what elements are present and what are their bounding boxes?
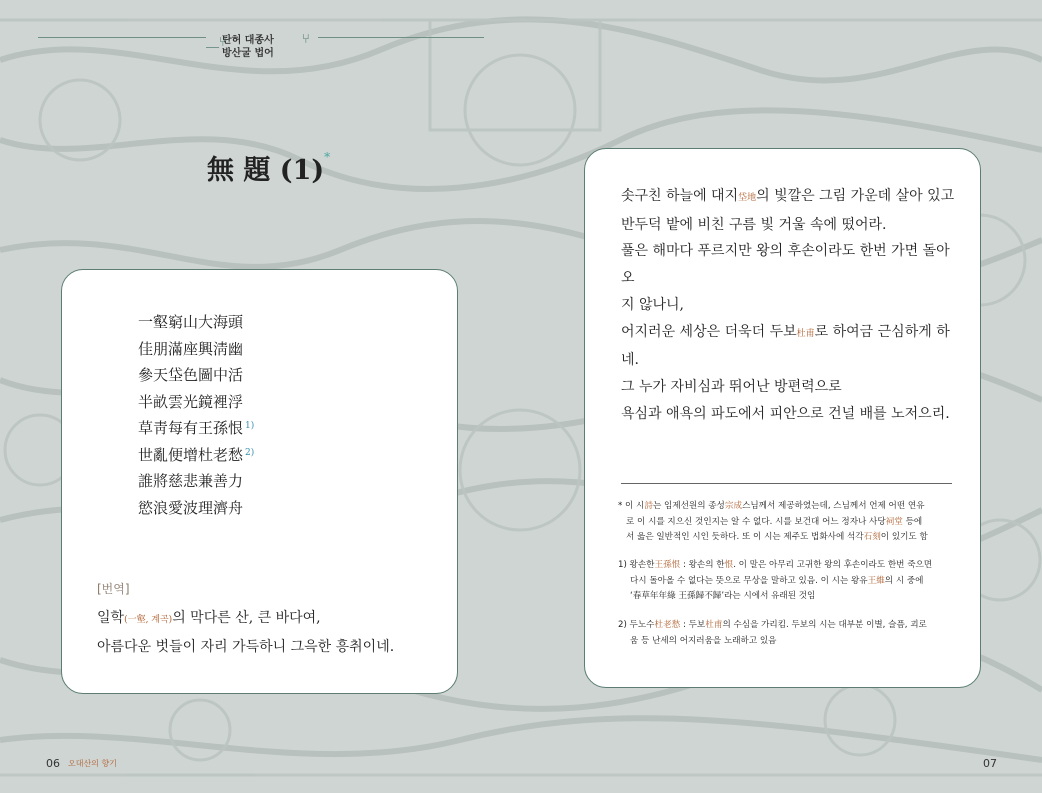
page-number-left: 06 (46, 757, 60, 770)
fleuron-icon: ⑂ (302, 32, 310, 47)
page-number-right: 07 (983, 757, 997, 770)
note-ref: 2) (245, 447, 255, 458)
book-title: 오대산의 향기 (68, 759, 117, 768)
poem-line: 慾浪愛波理濟舟 (138, 498, 244, 517)
poem-line: 世亂便增杜老愁 $^{2)}$ (138, 445, 255, 464)
translation-line: 욕심과 애욕의 파도에서 피안으로 건널 배를 노저으리. (621, 405, 950, 422)
translation-line: 솟구친 하늘에 대지垈地의 빛깔은 그림 가운데 살아 있고 (621, 188, 955, 204)
footnote-1: 1) 왕손한王孫恨 : 왕손의 한恨. 이 말은 아무리 고귀한 왕의 후손이라도 한번 죽으면 다시 돌아올 수 없다는 뜻으로 무상을 말하고 있음. 이 시는 왕유王維의 시 중에 ‘春草年年綠 王孫歸不歸’라는 시에서 유래된 것임 (618, 560, 933, 601)
translation-line: 어지러운 세상은 더욱더 두보杜甫로 하여금 근심하게 하네. (621, 323, 950, 369)
fleuron-icon: ⸏⑂ (206, 35, 227, 50)
translation-line: 아름다운 벗들이 자리 가득하니 그윽한 흥취이네. (97, 639, 395, 655)
header-rule-left (38, 37, 206, 38)
translation-card (584, 148, 981, 688)
note-ref: 1) (245, 421, 255, 431)
running-header (222, 34, 274, 60)
translation-continued (621, 183, 961, 427)
translation-section (97, 580, 394, 661)
poem-line: 半畝雲光鏡裡浮 (138, 392, 244, 411)
poem-title (207, 148, 330, 187)
translation-label: [번역] (97, 582, 130, 596)
header-title-line1: 탄허 대종사 (222, 35, 274, 46)
poem-line: 佳朋滿座興淸幽 (138, 339, 244, 358)
footnote-divider (621, 483, 952, 484)
translation-line: 풀은 해마다 푸르지만 왕의 후손이라도 한번 가면 돌아오 (621, 243, 950, 287)
poem-line: 誰將慈悲兼善力 (138, 472, 244, 490)
header-title-line2: 방산굴 법어 (222, 48, 274, 59)
poem-line: 參天垈色圖中活 (138, 366, 244, 384)
poem-line: 草靑每有王孫恨 $^{1)}$ (138, 419, 255, 437)
translation-line: 그 누가 자비심과 뛰어난 방편력으로 (621, 378, 842, 395)
poem-original (138, 309, 254, 521)
poem-card (61, 269, 458, 694)
header-rule-right (318, 37, 484, 38)
footnote-2: 2) 두노수杜老愁 : 두보杜甫의 수심을 가리킴. 두보의 시는 대부분 이별, 슬픔, 괴로 움 등 난세의 어지러움을 노래하고 있음 (618, 620, 927, 646)
footnote-mark: * (324, 150, 331, 164)
translation-line: 지 않나니, (621, 296, 684, 313)
poem-title-text: 無 題 (1) (207, 155, 325, 186)
translation-line: 일학(一壑, 계곡)의 막다른 산, 큰 바다여, (97, 610, 321, 626)
poem-line: 一壑窮山大海頭 (138, 313, 244, 331)
translation-line: 반두덕 밭에 비친 구름 빛 거울 속에 떴어라. (621, 216, 887, 233)
footnote-star: * 이 시詩는 임제선원의 종성宗成스님께서 제공하였는데, 스님께서 언제 어떤 연유 로 이 시를 지으신 것인지는 알 수 없다. 시를 보건대 어느 정자나 사당祠堂 등에 서 읊은 일반적인 시인 듯하다. 또 이 시는 제주도 법화사에 석각石刻이 있기도 함 (618, 501, 928, 542)
